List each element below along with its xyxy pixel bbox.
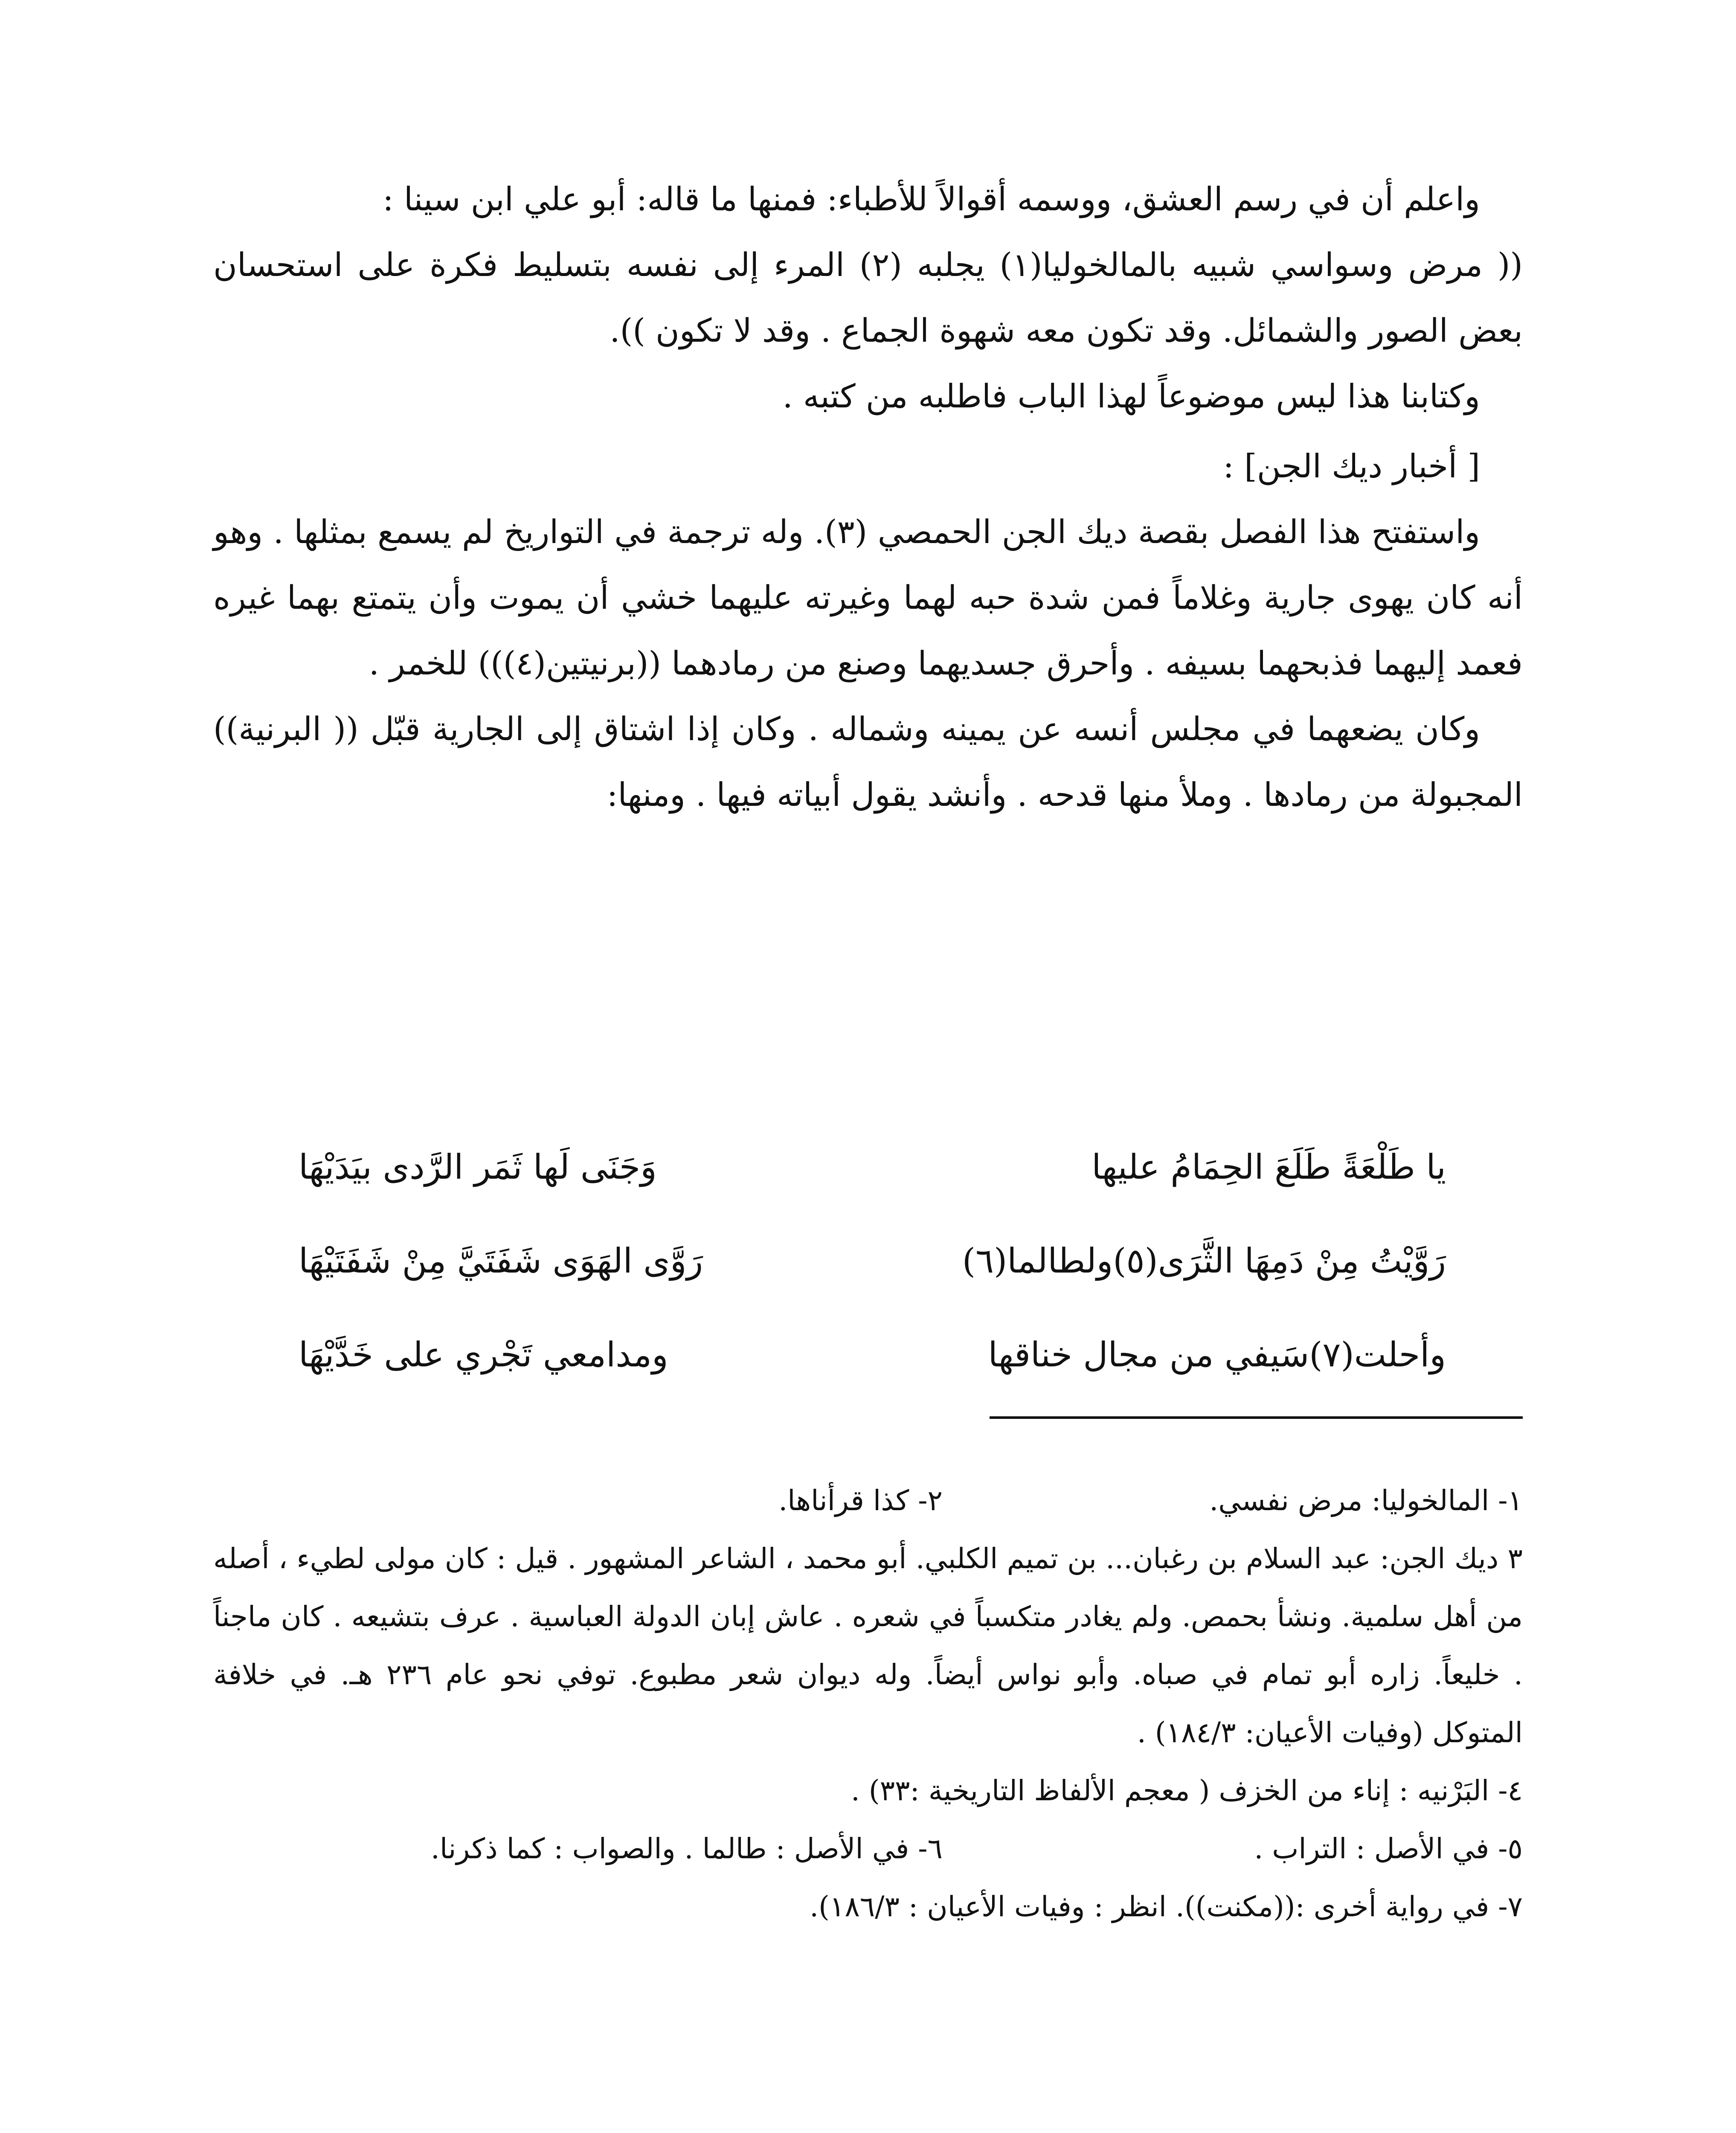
poem-verse (299, 1214, 1446, 1308)
footnote-4: ٤- البَرْنيه : إناء من الخزف ( معجم الألفاظ التاريخية :٣٣) . (851, 1774, 1523, 1807)
footnote-5: ٥- في الأصل : التراب . (1254, 1832, 1523, 1865)
footnote-row (213, 1472, 1523, 1530)
paragraph-intro: واعلم أن في رسم العشق، ووسمه أقوالاً للأطباء: فمنها ما قاله: أبو علي ابن سينا : (383, 180, 1480, 218)
footnote-2: ٢- كذا قرأناها. (778, 1484, 943, 1517)
verse-first-hemistich: يا طَلْعَةً طَلَعَ الحِمَامُ عليها (1092, 1147, 1446, 1187)
verse-first-hemistich: وأحلت(٧)سَيفي من مجال خناقها (988, 1334, 1446, 1375)
poem (299, 1120, 1446, 1401)
verse-second-hemistich: وَجَنَى لَها ثَمَر الرَّدى بيَدَيْهَا (299, 1147, 657, 1187)
verse-first-hemistich: رَوَّيْتُ مِنْ دَمِهَا الثَّرَى(٥)ولطالما(٦) (962, 1241, 1446, 1281)
paragraph-barniya: وكان يضعهما في مجلس أنسه عن يمينه وشماله . وكان إذا اشتاق إلى الجارية قبّل (( البرنية)) المجبولة من رمادها . وملأ منها قدحه . وأنشد يقول أبياته فيها . ومنها: (213, 710, 1523, 814)
paragraph-note: وكتابنا هذا ليس موضوعاً لهذا الباب فاطلبه من كتبه . (782, 377, 1480, 415)
footnote-row (213, 1820, 1523, 1878)
verse-second-hemistich: ومدامعي تَجْري على خَدَّيْهَا (299, 1334, 668, 1375)
section-heading: [ أخبار ديك الجن] : (1223, 447, 1480, 485)
main-text (213, 166, 1523, 828)
poem-verse (299, 1308, 1446, 1401)
footnote-7: ٧- في رواية أخرى :((مكنت)). انظر : وفيات الأعيان : ١٨٦/٣). (810, 1890, 1523, 1923)
paragraph-story: واستفتح هذا الفصل بقصة ديك الجن الحمصي (٣). وله ترجمة في التواريخ لم يسمع بمثلها . وهو أنه كان يهوى جارية وغلاماً فمن شدة حبه لهما وغيرته عليهما خشي أن يموت وأن يتمتع بهما غيره فعمد إليهما فذبحهما بسيفه . وأحرق جسديهما وصنع من رمادهما ((برنيتين(٤))) للخمر . (213, 513, 1523, 682)
footnote-6: ٦- في الأصل : طالما . والصواب : كما ذكرنا. (430, 1832, 943, 1865)
footnotes (213, 1472, 1523, 1936)
footnote-1: ١- المالخوليا: مرض نفسي. (1209, 1484, 1523, 1517)
footnote-3: ٣ ديك الجن: عبد السلام بن رغبان... بن تميم الكلبي. أبو محمد ، الشاعر المشهور . قيل : كان مولى لطيء ، أصله من أهل سلمية. ونشأ بحمص. ولم يغادر متكسباً في شعره . عاش إبان الدولة العباسية . عرف بتشيعه . كان ماجناً . خليعاً. زاره أبو تمام في صباه. وأبو نواس أيضاً. وله ديوان شعر مطبوع. توفي نحو عام ٢٣٦ هـ. في خلافة المتوكل (وفيات الأعيان: ١٨٤/٣) . (213, 1542, 1523, 1749)
paragraph-quote: (( مرض وسواسي شبيه بالمالخوليا(١) يجلبه (٢) المرء إلى نفسه بتسليط فكرة على استحسان بعض الصور والشمائل. وقد تكون معه شهوة الجماع . وقد لا تكون )). (213, 246, 1523, 349)
verse-second-hemistich: رَوَّى الهَوَى شَفَتَيَّ مِنْ شَفَتَيْهَا (299, 1241, 703, 1281)
footnote-divider (990, 1416, 1523, 1419)
poem-verse (299, 1120, 1446, 1214)
